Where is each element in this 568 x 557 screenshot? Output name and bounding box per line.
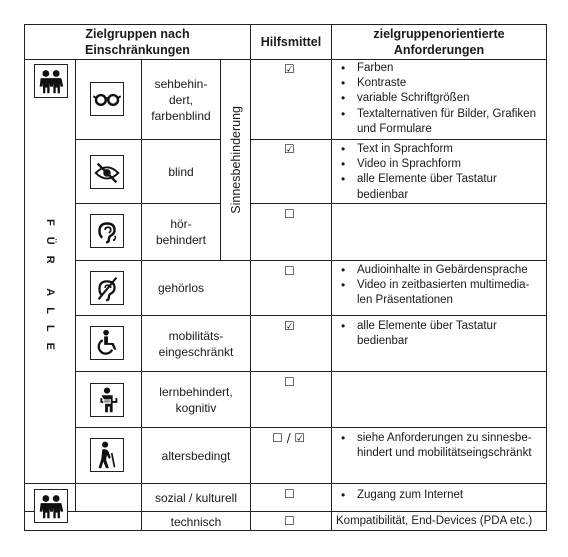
requirement-item: • Text in Sprachform: [336, 142, 542, 157]
header-hilfsmittel: [251, 25, 331, 59]
requirement-item: • alle Elemente über Tastatur bedienbar: [336, 319, 542, 349]
requirement-item: • Kontraste: [336, 76, 542, 91]
group-people-icon: [34, 489, 68, 523]
group-label: [221, 60, 250, 260]
hilfsmittel-checkbox[interactable]: ☐: [284, 487, 295, 501]
hilfsmittel-checkbox[interactable]: ☑: [284, 319, 295, 333]
header-anforderungen-text: zielgruppenorientierte Anforderungen: [373, 27, 505, 57]
requirement-item: • Farben: [336, 61, 542, 76]
row-label-lernbehindert: lernbehindert, kognitiv: [159, 384, 233, 415]
row-label-sehbehindert: sehbehin- dert, farbenblind: [151, 76, 211, 123]
hilfsmittel-checkbox[interactable]: ☑: [284, 142, 295, 156]
hilfsmittel-checkbox[interactable]: ☐: [284, 375, 295, 389]
hilfsmittel-checkbox[interactable]: ☐ / ☑: [272, 431, 306, 445]
row-label-technisch: technisch: [170, 514, 222, 529]
hilfsmittel-checkbox[interactable]: ☑: [284, 62, 295, 76]
ear-icon: [90, 214, 124, 248]
requirement-item: • siehe Anforderungen zu sinnesbe-hindert und mobilitätseingschränkt: [336, 431, 542, 461]
requirements-technisch: [336, 514, 544, 529]
row-label-hoerbehindert: hör- behindert: [155, 217, 207, 247]
requirement-item: • Textalternativen für Bilder, Grafiken und Formulare: [336, 107, 542, 137]
requirements-sozial: [336, 488, 542, 503]
requirement-item: • Zugang zum Internet: [336, 488, 542, 503]
requirement-item: • variable Schriftgrößen: [336, 91, 542, 106]
requirement-text: Kompatibilität, End-Devices (PDA etc.): [336, 515, 533, 527]
elderly-icon: [90, 438, 124, 472]
header-zielgruppen-text: Zielgruppen nach Einschränkungen: [85, 27, 190, 57]
side-label: [25, 210, 75, 370]
header-zielgruppen: [25, 25, 250, 59]
row-label-mobilitaet: mobilitäts- eingeschränkt: [158, 328, 234, 359]
requirements-mobilitaet: [336, 319, 542, 349]
hilfsmittel-checkbox[interactable]: ☐: [284, 264, 295, 278]
hilfsmittel-checkbox[interactable]: ☐: [284, 514, 295, 528]
crossed-ear-icon: [90, 271, 124, 305]
group-label-text: Sinnesbehinderung: [228, 106, 243, 214]
header-anforderungen: [332, 25, 546, 59]
crossed-eye-icon: [90, 155, 124, 189]
requirement-item: • Audioinhalte in Gebärdensprache: [336, 263, 542, 278]
row-label-blind: blind: [168, 164, 194, 179]
row-label-gehoerlos: gehörlos: [157, 281, 205, 295]
requirements-altersbedingt: [336, 431, 542, 461]
group-people-icon: [34, 64, 68, 98]
glasses-icon: [90, 82, 124, 116]
hilfsmittel-checkbox[interactable]: ☐: [284, 207, 295, 221]
side-label-text: FÜR ALLE: [44, 219, 56, 361]
row-label-sozial: sozial / kulturell: [154, 490, 238, 505]
header-hilfsmittel-text: Hilfsmittel: [260, 35, 322, 49]
requirements-sehbehindert: [336, 61, 542, 137]
requirements-gehoerlos: [336, 263, 542, 309]
learning-icon: [90, 383, 124, 417]
requirement-item: • Video in zeitbasierten multimedia-len Präsentationen: [336, 278, 542, 308]
row-label-altersbedingt: altersbedingt: [161, 448, 231, 463]
requirements-blind: [336, 142, 542, 203]
wheelchair-icon: [90, 326, 124, 360]
requirement-item: • Video in Sprachform: [336, 157, 542, 172]
requirement-item: • alle Elemente über Tastatur bedienbar: [336, 172, 542, 202]
